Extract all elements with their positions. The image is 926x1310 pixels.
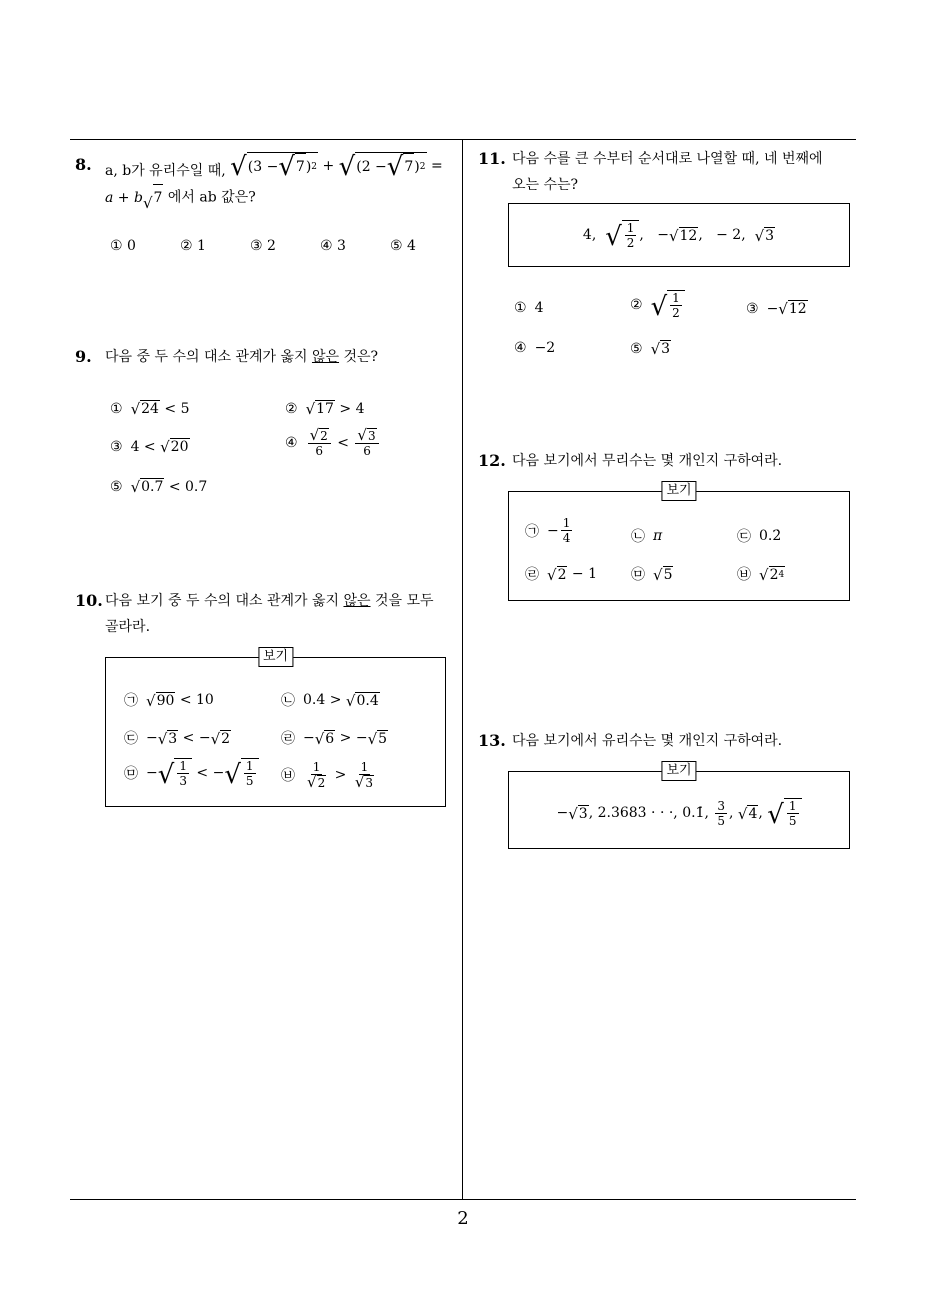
item-c: ㉢ − √ 3 < − √ 2 <box>124 729 231 748</box>
number-list: 4, √ $\frac{1}{2}$ , − √ 12 , − 2, √ 3 <box>582 221 775 252</box>
choice-4[interactable]: ④ −2 <box>514 340 556 356</box>
question-9: 9. 다음 중 두 수의 대소 관계가 옳지 않은 것은? <box>75 344 460 370</box>
question-text: 에서 ab 값은? <box>167 189 256 206</box>
item-a: ㉠ √ 90 < 10 <box>124 691 214 710</box>
question-number: 10. <box>75 591 103 610</box>
q12-example-box <box>508 483 850 601</box>
choice-1[interactable]: ① 0 <box>110 238 136 254</box>
item-d: ㉣ √ 2 − 1 <box>525 565 598 584</box>
item-a: ㉠ − $\frac{1}{4}$ <box>525 516 571 545</box>
q9-choices <box>110 398 460 508</box>
item-f: ㉥ 1 √ 2 > 1 √ 3 <box>281 760 374 791</box>
question-11: 11. 다음 수를 큰 수부터 순서대로 나열할 때, 네 번째에 오는 수는? <box>478 146 863 198</box>
q11-number-box <box>508 203 850 267</box>
box-title: 보기 <box>258 647 293 667</box>
question-10: 10. 다음 보기 중 두 수의 대소 관계가 옳지 않은 것을 모두 골라라. <box>75 588 460 640</box>
question-number: 8. <box>75 155 92 174</box>
choice-5[interactable]: ⑤ √ 3 <box>630 340 671 358</box>
item-e: ㉤ √ 5 <box>631 565 673 584</box>
choice-1[interactable]: ① 4 <box>514 300 544 316</box>
column-divider <box>462 139 463 1200</box>
q11-choices <box>514 290 854 370</box>
q10-example-box <box>105 649 446 807</box>
box-title: 보기 <box>661 761 696 781</box>
choice-2[interactable]: ② √ $\frac{1}{2}$ <box>630 290 685 320</box>
choice-2[interactable]: ② 1 <box>180 238 206 254</box>
math-expression: a + b √ 7 <box>105 184 163 211</box>
top-rule <box>70 139 856 140</box>
question-8 <box>75 152 460 211</box>
item-f: ㉥ √ 2 4 <box>737 565 785 584</box>
bottom-rule <box>70 1199 856 1200</box>
number-list: − √ 3 , 2.3683 · · ·, 0.1̇, $\frac{3}{5}$ , √ 4 , √ $\frac{1}{5}$ <box>556 798 801 828</box>
choice-3[interactable]: ③ 4 < √ 20 <box>110 438 189 456</box>
item-c: ㉢ 0.2̇ <box>737 528 782 545</box>
question-12: 12. 다음 보기에서 무리수는 몇 개인지 구하여라. <box>478 448 863 474</box>
choice-4[interactable]: ④ 3 <box>320 238 346 254</box>
choice-5[interactable]: ⑤ √ 0.7 < 0.7 <box>110 478 208 496</box>
math-expression: √ (3 − √ 7 ) 2 + √ (2 − √ 7 ) 2 = <box>230 152 443 182</box>
question-number: 9. <box>75 347 92 366</box>
choice-1[interactable]: ① √ 24 < 5 <box>110 400 190 418</box>
choice-2[interactable]: ② √ 17 > 4 <box>285 400 365 418</box>
question-number: 11. <box>478 149 506 168</box>
box-title: 보기 <box>661 481 696 501</box>
item-d: ㉣ − √ 6 > − √ 5 <box>281 729 388 748</box>
item-b: ㉡ 0.4 > √ 0.4 <box>281 691 379 710</box>
page-number: 2 <box>457 1208 469 1229</box>
item-e: ㉤ − √ $\frac{1}{3}$ < − √ $\frac{1}{5}$ <box>124 758 259 788</box>
choice-3[interactable]: ③ 2 <box>250 238 276 254</box>
choice-4[interactable]: ④ √ 2 6 < √ 3 6 <box>285 428 381 458</box>
question-number: 13. <box>478 731 506 750</box>
question-text: a, b가 유리수일 때, <box>105 163 226 179</box>
q13-example-box <box>508 763 850 849</box>
item-b: ㉡ π <box>631 528 663 545</box>
question-number: 12. <box>478 451 506 470</box>
choice-3[interactable]: ③ − √ 12 <box>746 300 807 318</box>
choice-5[interactable]: ⑤ 4 <box>390 238 416 254</box>
question-13: 13. 다음 보기에서 유리수는 몇 개인지 구하여라. <box>478 728 863 754</box>
